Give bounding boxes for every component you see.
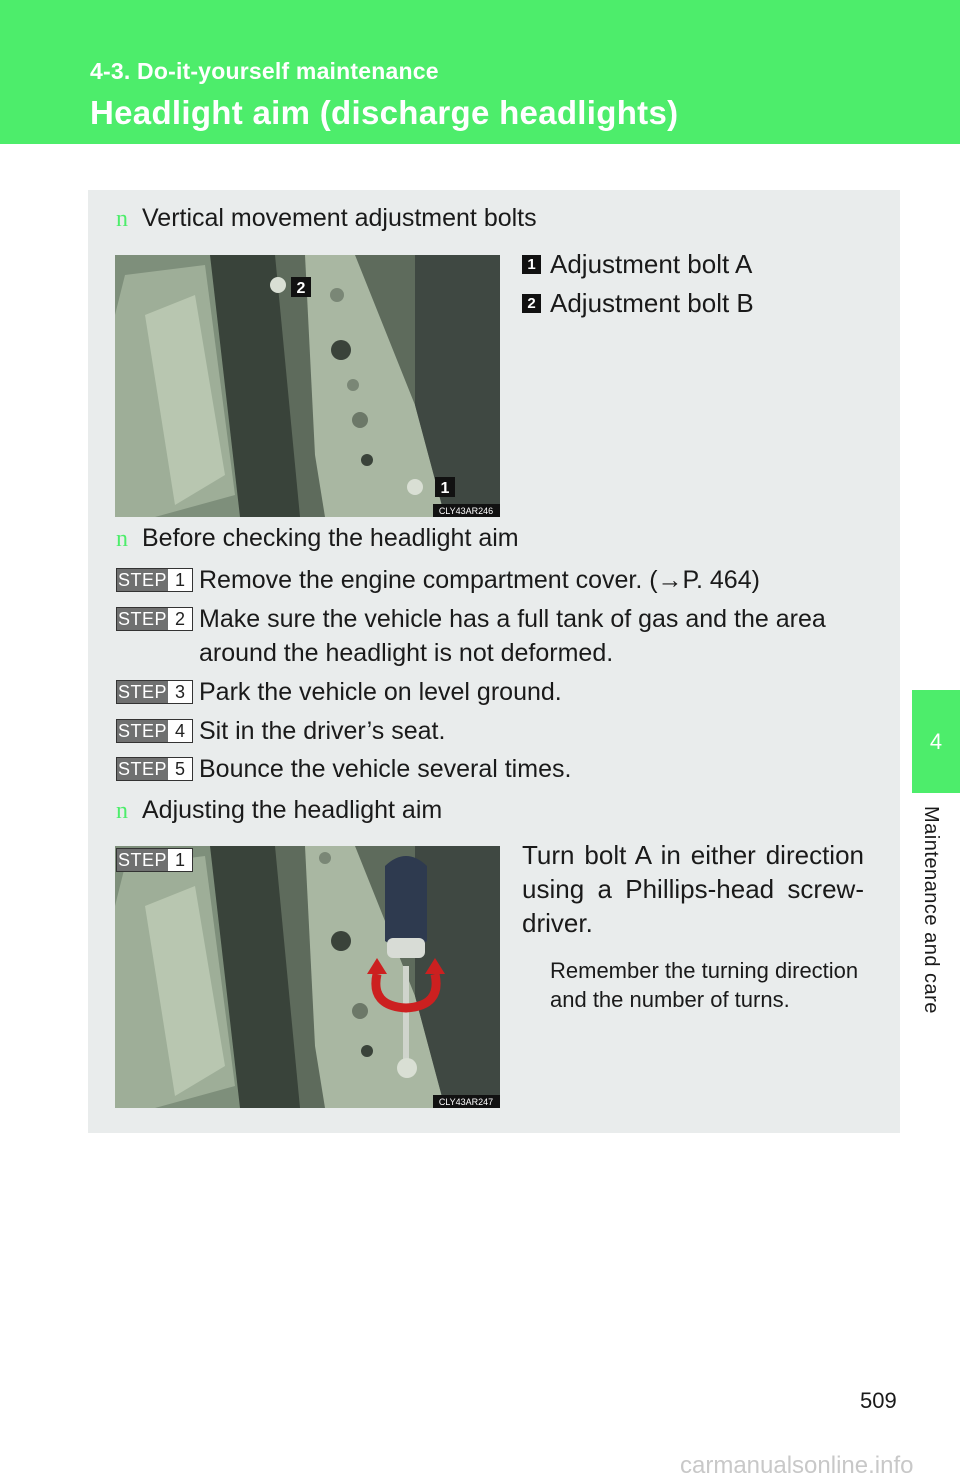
bullet-marker: n — [116, 206, 128, 232]
step-item — [116, 563, 876, 597]
legend-item-bolt-b — [522, 288, 754, 319]
chapter-tab[interactable] — [912, 690, 960, 793]
step-text: Make sure the vehicle has a full tank of gas and the area around the headlight is not deformed. — [199, 605, 826, 667]
legend-label: Adjustment bolt B — [550, 288, 754, 318]
step-text: Bounce the vehicle several times. — [199, 755, 572, 783]
step-item — [116, 752, 876, 786]
vertical-heading — [116, 204, 537, 233]
adjusting-heading — [116, 796, 442, 825]
step-badge: STEP 5 — [116, 757, 193, 781]
before-heading — [116, 524, 519, 553]
chapter-label: Maintenance and care — [920, 806, 942, 1014]
step-text: Sit in the driver’s seat. — [199, 717, 446, 745]
section-title: 4-3. Do-it-yourself maintenance — [90, 58, 439, 84]
step-text: Park the vehicle on level ground. — [199, 678, 562, 706]
step-text: Remove the engine compartment cover. (→P. 464) — [199, 566, 760, 594]
screwdriver-photo — [115, 846, 500, 1108]
legend-label: Adjustment bolt A — [550, 249, 753, 279]
watermark-text: carmanualsonline.info — [680, 1452, 914, 1479]
vertical-heading-text: Vertical movement adjustment bolts — [142, 204, 537, 232]
legend-item-bolt-a — [522, 249, 752, 280]
svg-text:1: 1 — [440, 480, 450, 497]
page-header — [0, 0, 960, 144]
bolts-photo — [115, 255, 500, 517]
chapter-number: 4 — [929, 728, 943, 754]
step-item — [116, 714, 876, 748]
step-item — [116, 675, 876, 709]
step-badge: STEP 1 — [116, 848, 193, 872]
step-badge: STEP 3 — [116, 680, 193, 704]
legend-number: 1 — [522, 255, 541, 274]
step-badge: STEP 1 — [116, 568, 193, 592]
adjusting-heading-text: Adjusting the headlight aim — [142, 796, 443, 824]
adjust-instruction: Turn bolt A in either direction using a Phillips-head screw-driver. — [522, 840, 864, 938]
legend-number: 2 — [522, 294, 541, 313]
photo-code: CLY43AR247 — [438, 1097, 494, 1107]
adjust-note: Remember the turning direction and the number of turns. — [550, 958, 859, 1012]
bullet-marker: n — [116, 798, 128, 824]
bullet-marker: n — [116, 526, 128, 552]
before-heading-text: Before checking the headlight aim — [142, 524, 519, 552]
page-number: 509 — [860, 1388, 897, 1413]
step-badge: STEP 2 — [116, 607, 193, 631]
step-badge: STEP 4 — [116, 719, 193, 743]
step-item — [116, 602, 876, 670]
svg-text:2: 2 — [296, 280, 306, 297]
photo-code: CLY43AR246 — [438, 506, 494, 516]
page-title: Headlight aim (discharge headlights) — [90, 94, 679, 131]
